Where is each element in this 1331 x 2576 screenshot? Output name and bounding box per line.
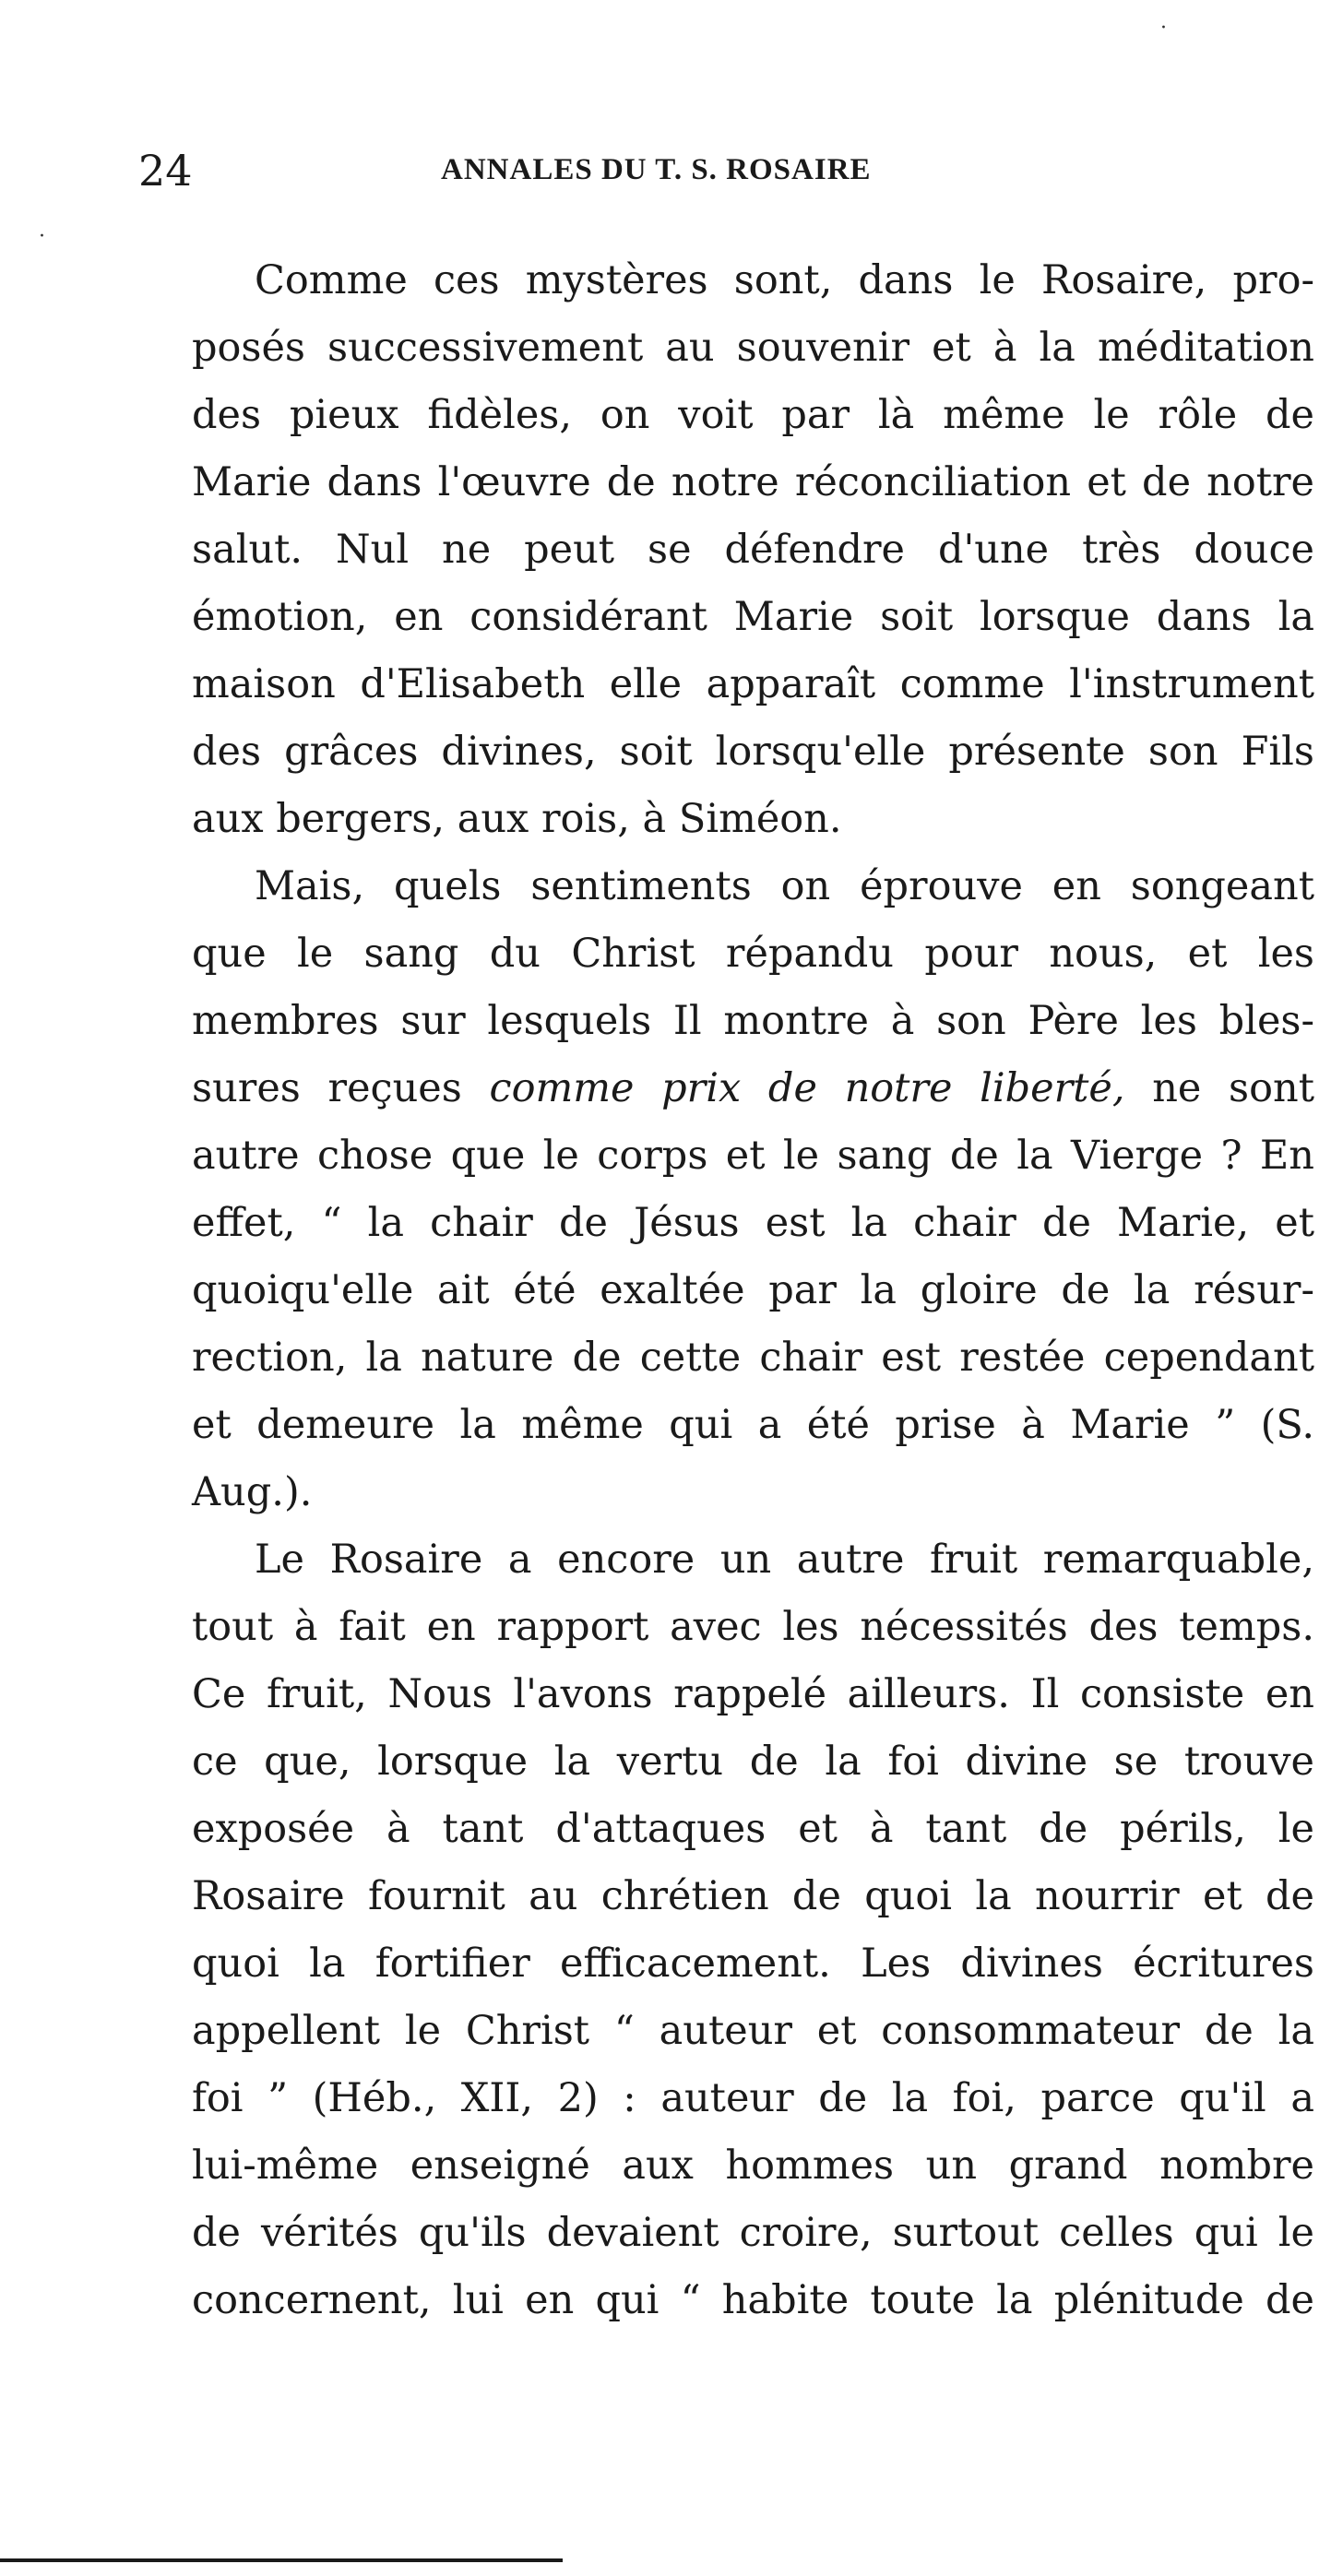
text-line: salut. Nul ne peut se défendre d'une très douce [192, 527, 1314, 573]
text-line: exposée à tant d'attaques et à tant de périls, le [192, 1806, 1314, 1852]
text-line: foi ” (Héb., XII, 2) : auteur de la foi, parce qu'il a [192, 2075, 1314, 2121]
text-line: Le Rosaire a encore un autre fruit remarquable, [255, 1537, 1314, 1583]
scan-speck: · [39, 225, 45, 248]
page-number: 24 [138, 146, 193, 196]
text-line: autre chose que le corps et le sang de la Vierge ? En [192, 1133, 1314, 1179]
text-line: des pieux fidèles, on voit par là même le rôle de [192, 392, 1314, 438]
text-line: rection, la nature de cette chair est restée cependant [192, 1335, 1314, 1381]
text-line: que le sang du Christ répandu pour nous, et les [192, 931, 1314, 977]
running-title: ANNALES DU T. S. ROSAIRE [441, 153, 872, 186]
text-line-with-italic [129, 1055, 1314, 1122]
paragraph-1 [129, 247, 1314, 853]
text-line: Ce fruit, Nous l'avons rappelé ailleurs. Il consiste en [192, 1671, 1314, 1717]
text-line: effet, “ la chair de Jésus est la chair de Marie, et [192, 1200, 1314, 1246]
text-line: émotion, en considérant Marie soit lorsque dans la [192, 594, 1314, 640]
text-line: posés successivement au souvenir et à la méditation [192, 325, 1314, 371]
body-text [129, 247, 1314, 2334]
text-line: Mais, quels sentiments on éprouve en songeant [255, 863, 1314, 909]
text-line: maison d'Elisabeth elle apparaît comme l'instrument [192, 661, 1314, 707]
text-line: aux bergers, aux rois, à Siméon. [192, 796, 842, 842]
text-line: concernent, lui en qui “ habite toute la plénitude de [192, 2277, 1314, 2323]
bottom-rule [0, 2558, 563, 2562]
text-line: Aug.). [192, 1469, 313, 1515]
paragraph-2 [129, 853, 1314, 1526]
text-line: ce que, lorsque la vertu de la foi divine se trouve [192, 1739, 1314, 1785]
text-line: Marie dans l'œuvre de notre réconciliation et de notre [192, 459, 1314, 505]
text-line: de vérités qu'ils devaient croire, surtout celles qui le [192, 2210, 1314, 2256]
text-line: quoi la fortifier efficacement. Les divines écritures [192, 1941, 1314, 1987]
text-segment: ne sont [1124, 1065, 1314, 1111]
paragraph-3 [129, 1526, 1314, 2334]
text-line: tout à fait en rapport avec les nécessités des temps. [192, 1604, 1314, 1650]
text-line: des grâces divines, soit lorsqu'elle présente son Fils [192, 729, 1314, 775]
text-line: membres sur lesquels Il montre à son Père les bles- [192, 998, 1314, 1044]
italic-phrase: comme prix de notre liberté, [489, 1065, 1125, 1111]
text-segment: sures reçues [192, 1065, 490, 1111]
text-line: Rosaire fournit au chrétien de quoi la nourrir et de [192, 1873, 1314, 1919]
text-line: appellent le Christ “ auteur et consommateur de la [192, 2008, 1314, 2054]
text-line: quoiqu'elle ait été exaltée par la gloire de la résur- [192, 1267, 1314, 1313]
page-header [138, 146, 1282, 201]
scan-speck: · [1160, 17, 1167, 40]
text-line: lui-même enseigné aux hommes un grand nombre [192, 2143, 1314, 2189]
text-line: et demeure la même qui a été prise à Marie ” (S. [192, 1402, 1314, 1448]
text-line: Comme ces mystères sont, dans le Rosaire, pro- [255, 257, 1314, 303]
